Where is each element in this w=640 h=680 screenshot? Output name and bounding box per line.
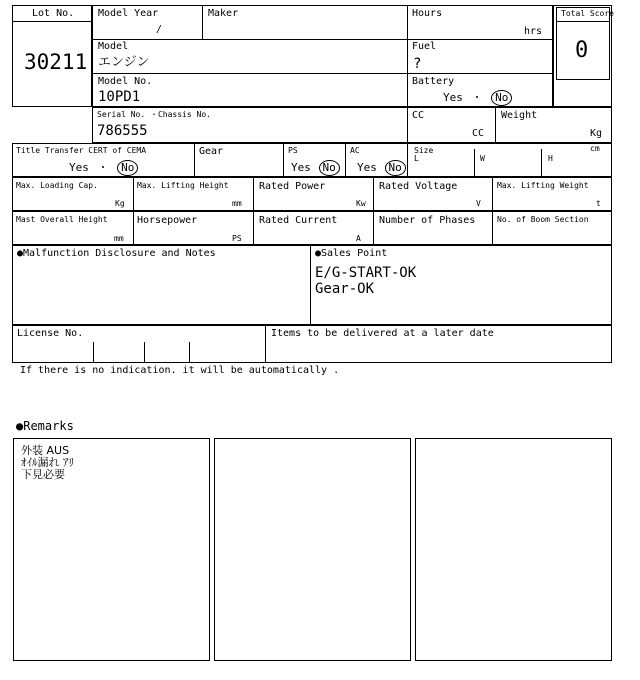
rated-current-label: Rated Current bbox=[259, 215, 338, 226]
model-year-value: / bbox=[156, 24, 163, 35]
mast-height-unit: mm bbox=[114, 234, 124, 243]
title-transfer-dot: ・ bbox=[97, 161, 109, 174]
serial-value: 786555 bbox=[97, 123, 148, 139]
ac-no-circled: No bbox=[385, 160, 406, 176]
title-transfer-label: Title Transfer CERT of CEMA bbox=[16, 146, 147, 155]
size-label: Size bbox=[414, 146, 434, 155]
battery-dot: ・ bbox=[471, 91, 483, 104]
remarks-text: 外装 AUS ｵｲﾙ漏れ ｱﾘ 下見必要 bbox=[21, 444, 74, 481]
ac-yes: Yes bbox=[357, 161, 377, 174]
fuel-label: Fuel bbox=[412, 41, 437, 52]
hours-unit: hrs bbox=[524, 26, 543, 37]
ps-label: PS bbox=[288, 146, 298, 155]
remarks-title: ●Remarks bbox=[16, 419, 74, 433]
fuel-value: ? bbox=[413, 56, 422, 72]
sales-point-label: ●Sales Point bbox=[315, 248, 388, 259]
remarks-box-3 bbox=[415, 438, 612, 661]
serial-label: Serial No. ・Chassis No. bbox=[97, 110, 211, 119]
license-label: License No. bbox=[17, 328, 84, 339]
title-transfer-yes: Yes bbox=[69, 161, 89, 174]
model-label: Model bbox=[98, 41, 129, 52]
size-l: L bbox=[414, 154, 419, 163]
footnote: If there is no indication. it will be automatically . bbox=[20, 365, 340, 376]
remarks-box-2 bbox=[214, 438, 411, 661]
model-no-label: Model No. bbox=[98, 76, 153, 87]
mast-height-label: Mast Overall Height bbox=[16, 215, 108, 224]
max-lift-weight-unit: t bbox=[596, 199, 601, 208]
battery-yes-no bbox=[443, 90, 512, 106]
total-score-label: Total Score bbox=[561, 9, 614, 18]
max-loading-label: Max. Loading Cap. bbox=[16, 181, 98, 190]
ps-yes-no bbox=[291, 160, 340, 176]
ac-yes-no bbox=[357, 160, 406, 176]
max-loading-unit: Kg bbox=[115, 199, 125, 208]
malfunction-label: ●Malfunction Disclosure and Notes bbox=[17, 248, 216, 259]
title-transfer-no-circled: No bbox=[117, 160, 138, 176]
gear-label: Gear bbox=[199, 146, 224, 157]
total-score-value: 0 bbox=[575, 38, 589, 63]
battery-yes: Yes bbox=[443, 91, 463, 104]
rated-power-unit: Kw bbox=[356, 199, 366, 208]
weight-unit: Kg bbox=[590, 128, 603, 139]
size-unit: cm bbox=[590, 144, 600, 153]
title-transfer-yes-no bbox=[69, 160, 138, 176]
model-value: エンジン bbox=[98, 55, 150, 70]
lot-label: Lot No. bbox=[32, 8, 75, 19]
battery-no-circled: No bbox=[491, 90, 512, 106]
size-w: W bbox=[480, 154, 485, 163]
boom-sections-label: No. of Boom Section bbox=[497, 215, 589, 224]
cc-label: CC bbox=[412, 110, 425, 121]
rated-power-label: Rated Power bbox=[259, 181, 326, 192]
cc-unit: CC bbox=[472, 128, 485, 139]
maker-label: Maker bbox=[208, 8, 239, 19]
ps-no-circled: No bbox=[319, 160, 340, 176]
horsepower-unit: PS bbox=[232, 234, 242, 243]
lot-number: 30211 bbox=[24, 50, 88, 74]
battery-label: Battery bbox=[412, 76, 455, 87]
rated-voltage-unit: V bbox=[476, 199, 481, 208]
max-lift-height-label: Max. Lifting Height bbox=[137, 181, 229, 190]
ac-label: AC bbox=[350, 146, 360, 155]
ps-yes: Yes bbox=[291, 161, 311, 174]
hours-label: Hours bbox=[412, 8, 443, 19]
later-items-label: Items to be delivered at a later date bbox=[271, 328, 494, 339]
rated-voltage-label: Rated Voltage bbox=[379, 181, 458, 192]
weight-label: Weight bbox=[501, 110, 538, 121]
model-no-value: 10PD1 bbox=[98, 89, 141, 105]
model-year-label: Model Year bbox=[98, 8, 159, 19]
phases-label: Number of Phases bbox=[379, 215, 476, 226]
size-h: H bbox=[548, 154, 553, 163]
max-lift-weight-label: Max. Lifting Weight bbox=[497, 181, 589, 190]
sales-point-text: E/G-START-OK Gear-OK bbox=[315, 265, 417, 297]
rated-current-unit: A bbox=[356, 234, 361, 243]
max-lift-height-unit: mm bbox=[232, 199, 242, 208]
horsepower-label: Horsepower bbox=[137, 215, 198, 226]
